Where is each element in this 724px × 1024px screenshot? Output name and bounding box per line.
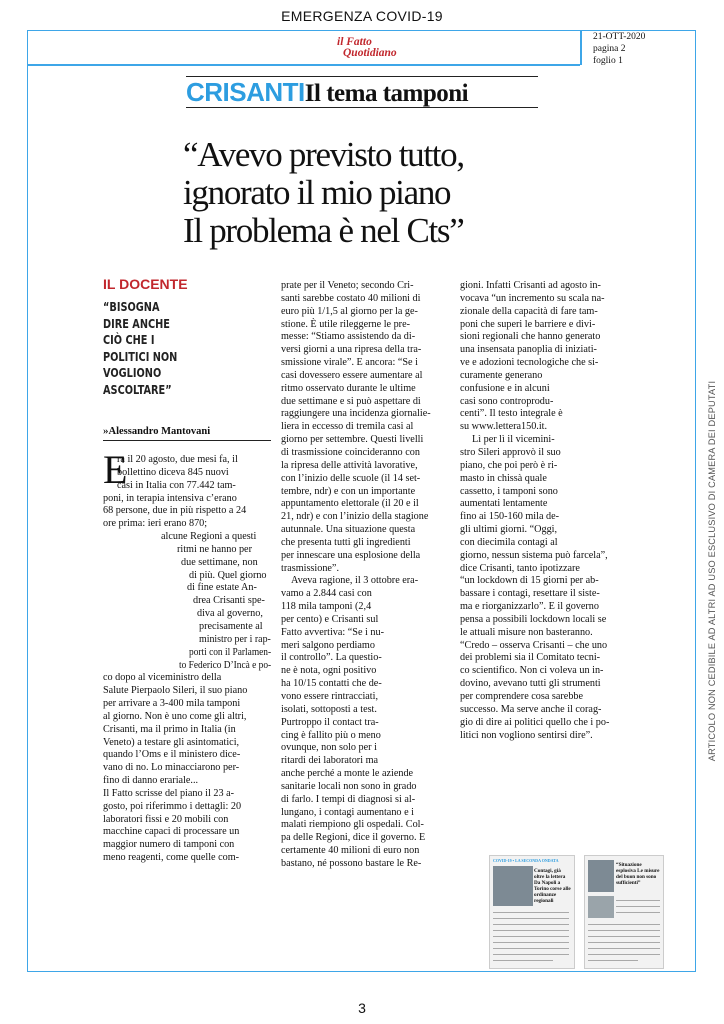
article-text-line: dovino, avevano tutti gli strumenti (460, 678, 601, 690)
header-divider (580, 30, 582, 65)
usage-notice (702, 331, 722, 811)
article-text-line: il controllo”. La questio- (281, 652, 382, 664)
article-text-line: 118 mila tamponi (2,4 (281, 601, 372, 613)
article-text-line: “un lockdown di 15 giorni per ab- (460, 575, 599, 587)
article-text-line: appuntamento elettorale (il 20 e il (281, 498, 419, 510)
rubric (186, 76, 538, 108)
article-text-line: con diecimila contagi al (460, 536, 558, 548)
article-text-line: Lì per lì il vicemini- (472, 434, 555, 446)
article-text-line: ministro per i rap- (199, 633, 271, 645)
article-text-line: quando l’Oms e il ministero dice- (103, 749, 241, 761)
article-text-line: co dopo al viceministro della (103, 672, 222, 684)
article-column-3 (460, 280, 628, 742)
article-text-line: ma e riorganizzarlo”. E il governo (460, 601, 599, 613)
pull-quote-line: VOGLIONO (103, 365, 162, 380)
pull-quote (103, 299, 273, 398)
article-text-line: sanitarie locali non sono in grado (281, 780, 417, 792)
article-text-line: ritmi ne hanno per (177, 543, 252, 555)
headline-line: Il problema è nel Cts” (183, 211, 464, 250)
headline (183, 136, 583, 250)
article-text-line: al giorno. Non è uno come gli altri, (103, 710, 247, 722)
article-text-line: gosto, poi riferimmo i dettagli: 20 (103, 800, 242, 812)
clipping-page: pagina 2 (593, 44, 626, 54)
article-text-line: due settimane, non (181, 556, 258, 568)
article-text-line: casi dovessero essere aumentare al (281, 369, 423, 381)
article-text-line: ra il 20 agosto, due mesi fa, il (117, 454, 238, 465)
thumbnail-text-line (588, 930, 660, 931)
article-text-line: versi giorni a una ripresa della tra- (281, 344, 422, 356)
article-text-line: Il Fatto scrisse del piano il 23 a- (103, 787, 234, 799)
article-text-line: meno reagenti, come quelle com- (103, 852, 240, 864)
article-text-line: ore prima: ieri erano 870; (103, 518, 208, 530)
thumbnail-text-line (616, 900, 660, 901)
byline-marker: » (103, 425, 109, 437)
article-text-line: precisamente al (199, 620, 263, 632)
article-text-line: gioni. Infatti Crisanti ad agosto in- (460, 280, 601, 291)
article-text-line: centi”. Il testo integrale è (460, 408, 563, 420)
headline-line: ignorato il mio piano (183, 173, 451, 212)
article-text-line: bollettino diceva 845 nuovi (117, 466, 229, 478)
article-text-line: trasmissione”. (281, 562, 340, 574)
thumbnail-text-line (588, 960, 638, 961)
article-text-line: drea Crisanti spe- (193, 595, 265, 607)
pull-quote-line: ASCOLTARE” (103, 381, 172, 397)
article-text-line: euro più 1/1,5 al giorno per la ge- (281, 305, 418, 317)
thumbnail-photo (588, 896, 614, 918)
article-text-line: laboratori fissi e 20 mobili con (103, 813, 229, 825)
clipping-meta (593, 31, 645, 67)
article-text-line: vamo a 2.844 casi con (281, 588, 372, 600)
article-text-line: stione. È utile rileggerne le pre- (281, 318, 410, 330)
article-text-line: porti con il Parlamen- (189, 646, 272, 658)
article-text-line: litici non vogliono sentirsi dire”. (460, 729, 593, 741)
article-text-line: casi in Italia con 77.442 tam- (117, 479, 236, 491)
article-text-line: 21, ndr) e con l’inizio della stagione (281, 511, 429, 523)
rubric-topic: Il tema tamponi (304, 80, 469, 107)
thumbnail-text-line (588, 924, 660, 925)
article-text-line: anche perché a monte le aziende (281, 768, 414, 780)
article-text-line: malati riempiono gli ospedali. Col- (281, 819, 424, 831)
article-text-line: isolati, sottoposti a test. (281, 703, 377, 715)
article-text-line: aumentati lentamente (460, 498, 548, 510)
thumbnail-text-line (588, 936, 660, 937)
article-text-line: casi sono controprodu- (460, 395, 554, 407)
article-text-line: dice Crisanti, tanto ipotizzare (460, 562, 580, 574)
thumbnail-header: COVID-19 • LA SECONDA ONDATA (493, 858, 559, 863)
thumbnail-headline: “Situazione esplosiva Le misure del buon non sono sufficienti” (616, 862, 660, 886)
article-text-line: ve e adozioni tecnologiche che si- (460, 357, 599, 369)
article-text-line: di trasmissione coincideranno con (281, 446, 420, 458)
article-text-line: giorno per settembre. Questi livelli (281, 434, 424, 446)
article-text-line: diva al governo, (197, 608, 263, 620)
article-text-line: gio di dire ai politici quello che i po- (460, 716, 610, 728)
article-text-line: tembre, ndr) e con un importante (281, 485, 416, 497)
article-text-line: alcune Regioni a questi (161, 531, 257, 543)
article-text-line: smissione virale”. E ancora: “Se i (281, 357, 418, 369)
thumbnail-text-line (493, 924, 569, 925)
article-text-line: per comprendere cosa sarebbe (460, 691, 584, 702)
pull-quote-line: DIRE ANCHE (103, 315, 170, 331)
article-text-line: cassetto, i tamponi sono (460, 485, 558, 497)
byline-rule (103, 440, 271, 441)
article-text-line: su www.lettera150.it. (460, 421, 548, 433)
article-text-line: santi sarebbe costato 40 milioni di (281, 292, 421, 304)
clipping-sheet: foglio 1 (593, 56, 623, 66)
article-text-line: la ripresa delle attività lavorative, (281, 459, 418, 471)
section-banner: EMERGENZA COVID-19 (281, 8, 443, 24)
article-text-line: vocava “un incremento su scala na- (460, 292, 605, 304)
article-text-line: confusione e in alcuni (460, 382, 550, 394)
article-text-line: bastano, né possono bastare le Re- (281, 857, 422, 869)
thumbnail-text-line (588, 954, 660, 955)
header-rule (27, 64, 580, 66)
page-number: 3 (358, 1000, 366, 1016)
thumbnail-text-line (493, 942, 569, 943)
article-text-line: per arrivare a 3-400 mila tamponi (103, 698, 241, 710)
thumbnail-text-line (616, 906, 660, 907)
thumbnail-text-line (588, 942, 660, 943)
article-text-line: bassare i contagi, resettare il siste- (460, 588, 600, 600)
thumbnail-text-line (493, 918, 569, 919)
article-text-line: masto in chissà quale (460, 472, 547, 484)
logo-line-1: il Fatto (337, 36, 372, 48)
article-text-line: di più. Quel giorno (189, 569, 267, 581)
article-text-line: di fine estate An- (187, 582, 257, 594)
article-text-line: sioni regionali che hanno generato (460, 331, 601, 343)
article-text-line: autunnale. Una situazione questa (281, 524, 416, 536)
article-text-line: fino ai 150-160 mila de- (460, 511, 560, 523)
article-text-line: liera in eccesso di tremila casi al (281, 421, 414, 433)
article-text-line: raggiungere una incidenza giornalie- (281, 408, 431, 420)
article-text-line: piano, che poi però è ri- (460, 459, 558, 471)
usage-notice-text: ARTICOLO NON CEDIBILE AD ALTRI AD USO ESCLUSIVO DI CAMERA DEI DEPUTATI (707, 380, 717, 762)
article-text-line: una insensata panoplia di iniziati- (460, 344, 597, 356)
article-text-line: certamente 40 milioni di euro non (281, 845, 420, 857)
article-text-line: prate per il Veneto; secondo Cri- (281, 280, 414, 291)
byline-author: Alessandro Mantovani (108, 426, 211, 437)
thumbnail-text-line (493, 948, 569, 949)
kicker: IL DOCENTE (103, 276, 188, 292)
thumbnail-text-line (588, 948, 660, 949)
article-text-line: maggior numero di tamponi con (103, 839, 235, 851)
article-text-line: 68 persone, due in più rispetto a 24 (103, 505, 247, 517)
thumbnail-photo (588, 860, 614, 892)
page-thumbnail-left (489, 855, 575, 969)
article-text-line: meri salgono perdiamo (281, 639, 375, 651)
thumbnail-text-line (493, 960, 553, 961)
article-text-line: Salute Pierpaolo Sileri, il suo piano (103, 685, 248, 697)
article-text-line: pa delle Regioni, dice il governo. E (281, 832, 426, 844)
article-column-1 (103, 454, 271, 865)
logo-line-2: Quotidiano (343, 47, 397, 59)
drop-cap: E (103, 447, 128, 492)
pull-quote-line: POLITICI NON (103, 348, 178, 364)
article-text-line: di farlo. I tempi di diagnosi si al- (281, 793, 416, 805)
article-text-line: Aveva ragione, il 3 ottobre era- (291, 575, 419, 587)
article-text-line: giorno, nessun sistema può farcela”, (460, 549, 608, 561)
article-text-line: “Credo – osserva Crisanti – che uno (460, 639, 608, 651)
article-text-line: Crisanti, ma il primo in Italia (in (103, 723, 236, 735)
byline (103, 425, 210, 437)
article-text-line: poni, in terapia intensiva c’erano (103, 492, 237, 504)
article-text-line: successo. Ma serve anche il corag- (460, 703, 602, 715)
article-text-line: stro Sileri approvò il suo (460, 446, 561, 458)
pull-quote-line: “BISOGNA (103, 299, 160, 314)
article-text-line: per cento) e Crisanti sul (281, 613, 379, 625)
thumbnail-text-line (493, 930, 569, 931)
article-text-line: ha 10/15 contatti che de- (281, 678, 382, 690)
article-text-line: ritmo osservato durante le ultime (281, 382, 416, 394)
article-text-line: per innescare una esplosione della (281, 549, 421, 561)
thumbnail-text-line (616, 912, 660, 913)
article-text-line: messe: “Stiamo assistendo da di- (281, 331, 416, 343)
article-text-line: gli ultimi giorni. “Oggi, (460, 524, 558, 536)
article-text-line: cing è fallito più o meno (281, 729, 381, 741)
article-text-line: vono essere rintracciati, (281, 691, 379, 702)
article-text-line: co scientifico. Non ci voleva un in- (460, 665, 604, 677)
page-thumbnail-right (584, 855, 664, 969)
thumbnail-text-line (493, 912, 569, 913)
thumbnail-text-line (493, 954, 569, 955)
article-text-line: pensa a possibili lockdown locali se (460, 613, 607, 625)
article-text-line: dei problemi sia il Comitato tecni- (460, 652, 601, 664)
article-text-line: macchine capaci di processare un (103, 826, 240, 838)
article-text-line: poni che superi le barriere e divi- (460, 318, 596, 330)
article-text-line: le attuali misure non basteranno. (460, 626, 593, 638)
clipping-date: 21-OTT-2020 (593, 32, 646, 42)
article-text-line: lungano, i contagi aumentano e i (281, 806, 414, 818)
article-text-line: Purtroppo il contact tra- (281, 716, 379, 728)
article-text-line: Fatto avvertiva: “Se i nu- (281, 626, 384, 638)
article-text-line: fino di danno erariale... (103, 775, 199, 787)
article-text-line: curamente generano (460, 369, 543, 381)
thumbnail-text-line (493, 936, 569, 937)
headline-line: “Avevo previsto tutto, (183, 135, 464, 174)
thumbnail-photo (493, 866, 533, 906)
rubric-name: CRISANTI (186, 77, 305, 107)
article-column-2 (281, 280, 457, 871)
article-text-line: che presenta tutti gli ingredienti (281, 536, 411, 548)
article-text-line: due settimane e si può aspettare di (281, 395, 421, 407)
article-text-line: vano di no. Lo minacciarono per- (103, 762, 240, 774)
thumbnail-headline: Contagi, già oltre la lettera Da Napoli a Torino corse alle ordinanze regionali (534, 868, 571, 904)
article-text-line: ritardi dei laboratori ma (281, 755, 379, 767)
article-text-line: to Federico D’Incà e po- (179, 659, 272, 671)
article-text-line: ne è nota, ogni positivo (281, 665, 377, 677)
pull-quote-line: CIÒ CHE I (103, 332, 155, 347)
newspaper-logo (337, 37, 415, 61)
article-text-line: con l’inizio delle scuole (il 14 set- (281, 472, 421, 484)
article-text-line: ovunque, non solo per i (281, 742, 377, 754)
article-text-line: Veneto) a testare gli asintomatici, (103, 736, 240, 748)
article-text-line: zionale della capacità di fare tam- (460, 305, 598, 317)
